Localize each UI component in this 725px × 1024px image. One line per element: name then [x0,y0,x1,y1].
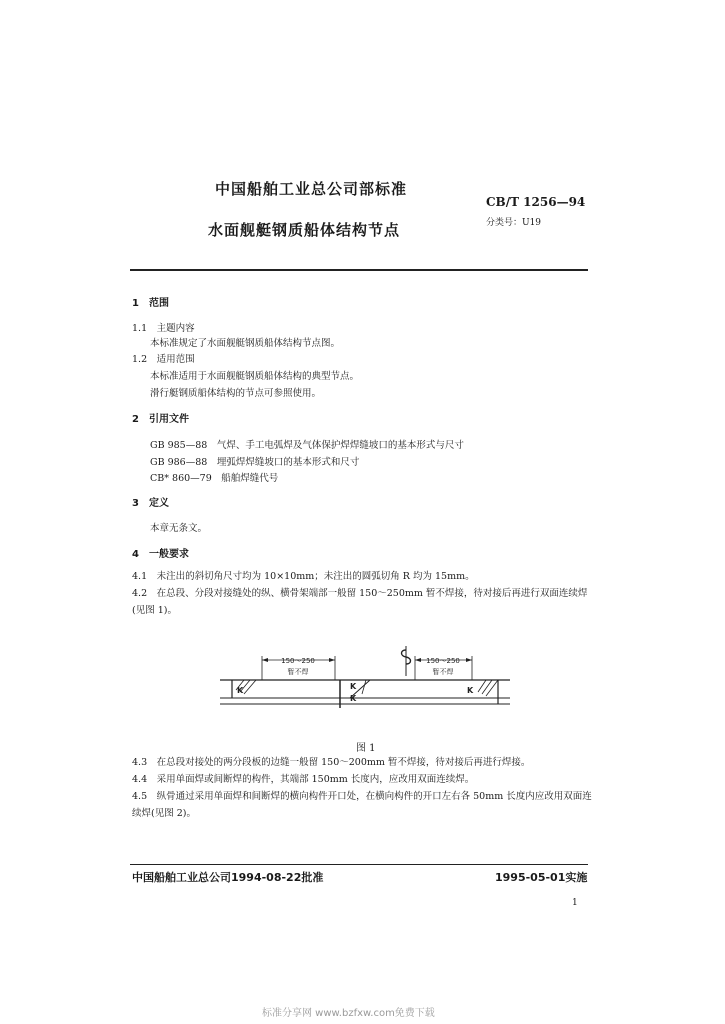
section-2-heading: 2 引用文件 [132,414,189,425]
k-label-mid-top: K [350,682,357,691]
reference-item [150,437,464,451]
header-divider [130,269,588,271]
clause-4-3: 4.3 在总段对接处的两分段板的边缝一般留 150～200mm 暂不焊接，待对接后再进行焊接。 [132,757,531,768]
approval-line: 中国船舶工业总公司1994-08-22批准 [132,871,324,884]
clause-4-4: 4.4 采用单面焊或间断焊的构件，其端部 150mm 长度内，应改用双面连续焊。 [132,774,475,785]
section-3-text: 本章无条文。 [150,523,208,534]
standard-code: CB/T 1256—94 [486,195,586,209]
reference-code: GB 986—88 [150,457,208,468]
implementation-date: 1995-05-01实施 [495,871,588,884]
document-title: 水面舰艇钢质船体结构节点 [208,221,401,239]
section-3-heading: 3 定义 [132,498,169,509]
section-1-2-heading: 1.2 适用范围 [132,354,195,365]
k-label-right: K [467,686,474,695]
dimension-left: 150～250 [281,657,315,665]
reference-item [150,454,359,468]
watermark-text: 标准分享网 www.bzfxw.com免费下载 [262,1008,435,1019]
section-1-1-heading: 1.1 主题内容 [132,323,195,334]
footer-divider [130,864,588,865]
figure-1 [210,640,510,724]
reference-desc: 气焊、手工电弧焊及气体保护焊焊缝坡口的基本形式与尺寸 [216,440,464,451]
note-left: 暂不焊 [287,668,309,676]
reference-desc: 船舶焊缝代号 [221,473,279,484]
k-label-mid-bottom: K [350,694,357,703]
reference-code: CB* 860—79 [150,473,212,484]
section-4-heading: 4 一般要求 [132,549,189,560]
weld-joint-diagram [210,640,510,720]
clause-4-2: 4.2 在总段、分段对接缝处的纵、横骨架端部一般留 150～250mm 暂不焊接，待对接后再进行双面连续焊(见图 1)。 [132,588,588,616]
clause-4-1: 4.1 未注出的斜切角尺寸均为 10×10mm；未注出的圆弧切角 R 均为 15mm。 [132,571,475,582]
section-1-1-text: 本标准规定了水面舰艇钢质船体结构节点图。 [150,338,341,349]
note-right: 暂不焊 [432,668,454,676]
reference-desc: 埋弧焊焊缝坡口的基本形式和尺寸 [216,457,360,468]
reference-item [150,470,278,484]
section-1-heading: 1 范围 [132,298,169,309]
k-label-left: K [237,686,244,695]
page-number: 1 [572,898,578,908]
dimension-right: 150～250 [426,657,460,665]
organization-heading: 中国船舶工业总公司部标准 [215,180,408,198]
reference-code: GB 985—88 [150,440,208,451]
clause-4-5: 4.5 纵骨通过采用单面焊和间断焊的横向构件开口处，在横向构件的开口左右各 50mm 长度内应改用双面连续焊(见图 2)。 [132,791,592,819]
section-1-2-text-2: 滑行艇钢质船体结构的节点可参照使用。 [150,388,322,399]
classification-number: 分类号：U19 [486,218,542,228]
figure-1-caption: 图 1 [356,743,376,754]
section-1-2-text-1: 本标准适用于水面舰艇钢质船体结构的典型节点。 [150,371,360,382]
